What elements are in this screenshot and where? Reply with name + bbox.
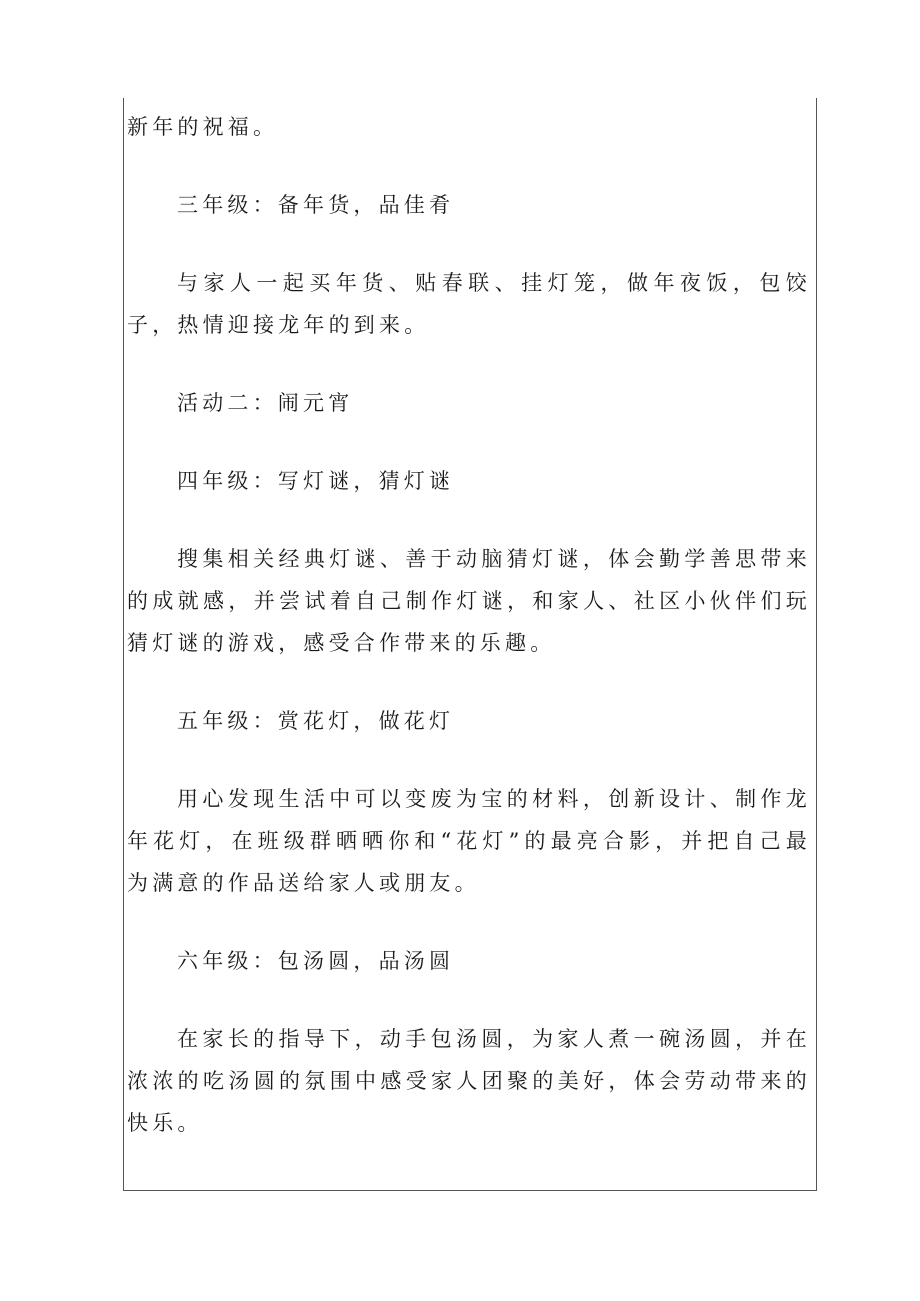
paragraph-greeting-end: 新年的祝福。: [127, 115, 279, 139]
paragraph-grade-five: 用心发现生活中可以变废为宝的材料，创新设计、制作龙年花灯，在班级群晒晒你和“花灯”的最亮合影，并把自己最为满意的作品送给家人或朋友。: [127, 787, 811, 895]
heading-activity-two: 活动二：闹元宵: [177, 391, 354, 415]
paragraph-grade-three: 与家人一起买年货、贴春联、挂灯笼，做年夜饭，包饺子，热情迎接龙年的到来。: [127, 271, 811, 337]
paragraph-grade-six: 在家长的指导下，动手包汤圆，为家人煮一碗汤圆，并在浓浓的吃汤圆的氛围中感受家人团聚的美好，体会劳动带来的快乐。: [127, 1027, 811, 1135]
heading-grade-six: 六年级：包汤圆，品汤圆: [177, 949, 455, 973]
paragraph-grade-four: 搜集相关经典灯谜、善于动脑猜灯谜，体会勤学善思带来的成就感，并尝试着自己制作灯谜，和家人、社区小伙伴们玩猜灯谜的游戏，感受合作带来的乐趣。: [127, 547, 811, 655]
heading-grade-three: 三年级：备年货，品佳肴: [177, 193, 455, 217]
document-body: [127, 106, 811, 1180]
heading-grade-four: 四年级：写灯谜，猜灯谜: [177, 469, 455, 493]
heading-grade-five: 五年级：赏花灯，做花灯: [177, 709, 455, 733]
